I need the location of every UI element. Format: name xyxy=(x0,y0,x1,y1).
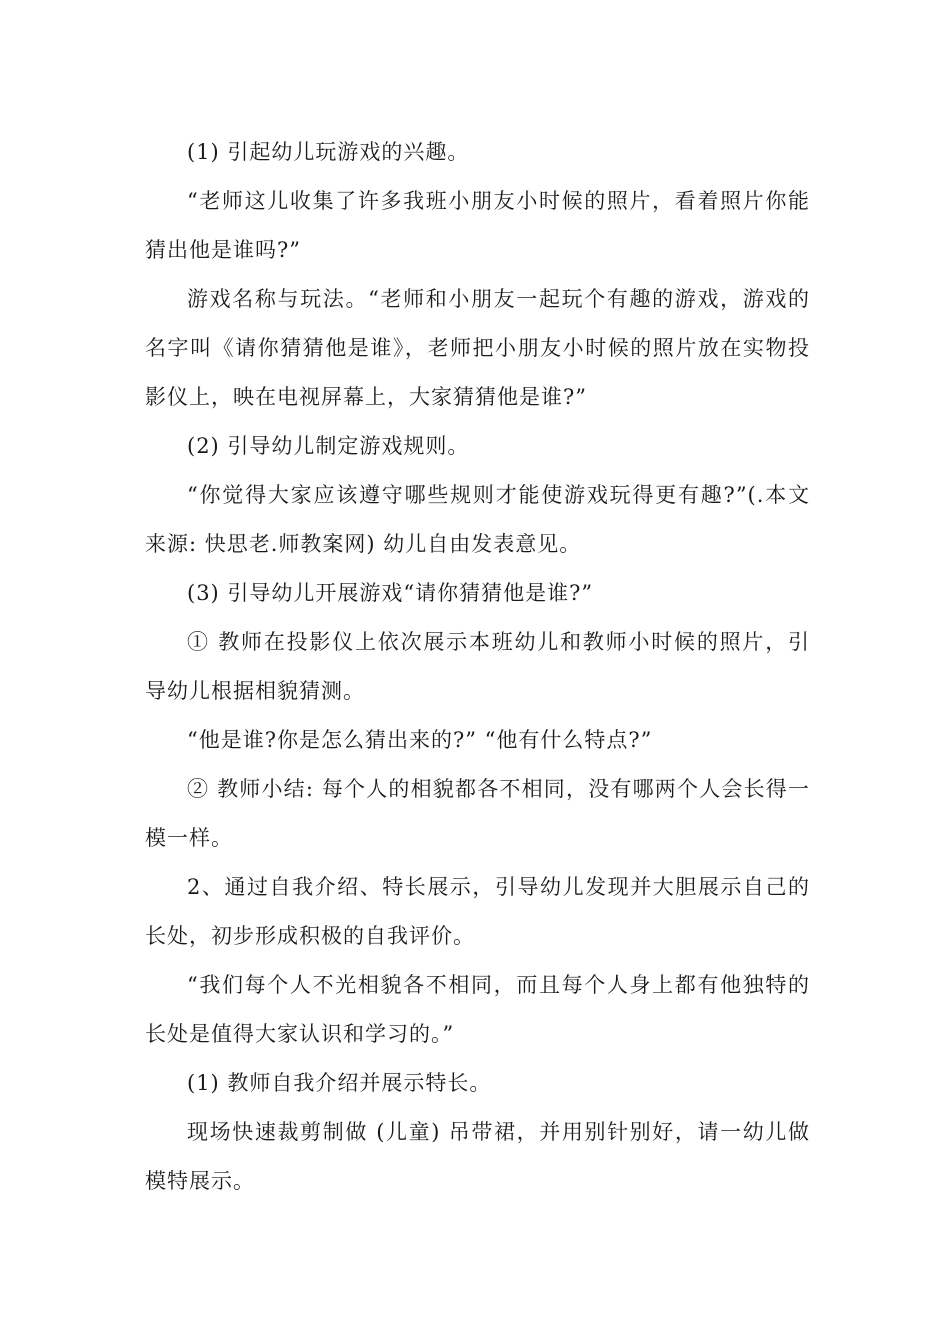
paragraph: (3) 引导幼儿开展游戏“请你猜猜他是谁?” xyxy=(187,581,594,605)
paragraph: 2、通过自我介绍、特长展示，引导幼儿发现并大胆展示自己的长处，初步形成积极的自我评价。 xyxy=(145,875,810,948)
paragraph: “他是谁?你是怎么猜出来的?” “他有什么特点?” xyxy=(187,728,653,752)
paragraph: “我们每个人不光相貌各不相同，而且每个人身上都有他独特的长处是值得大家认识和学习的。” xyxy=(145,973,810,1046)
paragraph: ② 教师小结: 每个人的相貌都各不相同，没有哪两个人会长得一模一样。 xyxy=(145,777,810,850)
paragraph: (1) 教师自我介绍并展示特长。 xyxy=(187,1071,492,1095)
paragraph: ① 教师在投影仪上依次展示本班幼儿和教师小时候的照片，引导幼儿根据相貌猜测。 xyxy=(145,630,810,703)
paragraph: 现场快速裁剪制做 (儿童) 吊带裙，并用别针别好，请一幼儿做模特展示。 xyxy=(145,1120,810,1193)
paragraph: “你觉得大家应该遵守哪些规则才能使游戏玩得更有趣?”(.本文来源: 快思老.师教案网) 幼儿自由发表意见。 xyxy=(145,483,810,556)
paragraph: (2) 引导幼儿制定游戏规则。 xyxy=(187,434,470,458)
paragraph: (1) 引起幼儿玩游戏的兴趣。 xyxy=(187,140,470,164)
paragraph: “老师这儿收集了许多我班小朋友小时候的照片，看着照片你能猜出他是谁吗?” xyxy=(145,189,810,262)
paragraph: 游戏名称与玩法。“老师和小朋友一起玩个有趣的游戏，游戏的名字叫《请你猜猜他是谁》，老师把小朋友小时候的照片放在实物投影仪上，映在电视屏幕上，大家猜猜他是谁?” xyxy=(145,287,810,409)
document-body xyxy=(145,128,810,1206)
